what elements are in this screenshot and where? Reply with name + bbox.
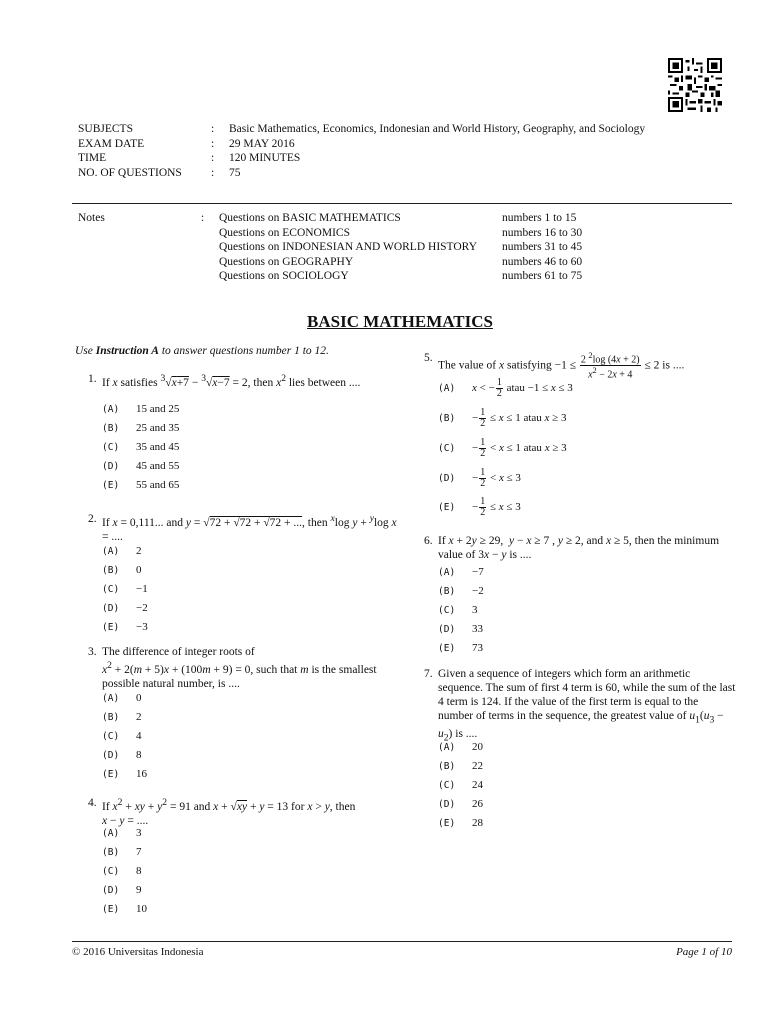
- option-4c[interactable]: (C) 8: [102, 865, 142, 877]
- option-1d[interactable]: (D) 45 and 55: [102, 460, 180, 472]
- option-6d[interactable]: (D) 33: [438, 623, 483, 635]
- question-6: 6. If x + 2y ≥ 29, y − x ≥ 7 , y ≥ 2, and x ≥ 5, then the minimum value of 3x − y is ....: [424, 534, 734, 562]
- instruction-text: Use Instruction A to answer questions number 1 to 12.: [75, 345, 329, 357]
- question-4: 4. If $x^2$ + xy + $y^2 = 91$ and x + √xy + y = 13 for x > y, then x − y = ....: [88, 796, 398, 828]
- question-7: 7. Given a sequence of integers which form an arithmetic sequence. The sum of first 4 term is 60, while the sum of the last 4 term is 124. If the value of the first term is equal to the number of terms in the sequence, the greatest value of $u_1(u_3 - u_2)$ is ....: [424, 668, 736, 744]
- page-number: Page 1 of 10: [676, 946, 732, 958]
- option-7e[interactable]: (E) 28: [438, 817, 483, 829]
- option-1c[interactable]: (C) 35 and 45: [102, 441, 180, 453]
- option-3a[interactable]: (A) 0: [102, 692, 142, 704]
- option-3c[interactable]: (C) 4: [102, 730, 142, 742]
- option-4d[interactable]: (D) 9: [102, 884, 142, 896]
- option-5c[interactable]: (C) − $\frac{1}{2}$ < x ≤ 1 atau x ≥ 3: [438, 437, 567, 459]
- option-5a[interactable]: (A) x < − $\frac{1}{2}$ atau −1 ≤ x ≤ 3: [438, 377, 573, 399]
- notes-label: Notes: [78, 212, 105, 224]
- option-3d[interactable]: (D) 8: [102, 749, 142, 761]
- option-6b[interactable]: (B) −2: [438, 585, 484, 597]
- option-2a[interactable]: (A) 2: [102, 545, 142, 557]
- question-7-text: Given a sequence of integers which form an arithmetic sequence. The sum of first 4 term is 60, while the sum of the last 4 term is 124. If the value of the first term is equal to the number of terms in the sequence, the greatest value of $u_1(u_3 - u_2)$ is ....: [438, 668, 736, 744]
- option-4a[interactable]: (A) 3: [102, 827, 142, 839]
- option-7a[interactable]: (A) 20: [438, 741, 483, 753]
- option-1b[interactable]: (B) 25 and 35: [102, 422, 180, 434]
- option-1e[interactable]: (E) 55 and 65: [102, 479, 180, 491]
- question-5: 5. The value of x satisfying −1 ≤ $\frac{2 ^2\log (4x + 2)}{x^2 - 2x + 4}$ ≤ 2 is ....: [424, 351, 744, 381]
- option-5e[interactable]: (E) − $\frac{1}{2}$ ≤ x ≤ 3: [438, 496, 521, 518]
- option-6e[interactable]: (E) 73: [438, 642, 483, 654]
- option-1a[interactable]: (A) 15 and 25: [102, 403, 180, 415]
- question-5-text: The value of x satisfying −1 ≤ $\frac{2 ^2\log (4x + 2)}{x^2 - 2x + 4}$ ≤ 2 is ....: [438, 351, 685, 381]
- option-4e[interactable]: (E) 10: [102, 903, 147, 915]
- option-2e[interactable]: (E) −3: [102, 621, 148, 633]
- question-1: 1. If x satisfies $^3$√x+7 − $^3$√x−7 = 2, then $x^2$ lies between ....: [88, 372, 398, 390]
- qr-code: [668, 58, 722, 112]
- question-1-text: If x satisfies $^3$√x+7 − $^3$√x−7 = 2, then $x^2$ lies between ....: [102, 373, 361, 389]
- question-4-text: If $x^2$ + xy + $y^2 = 91$ and x + √xy + y = 13 for x > y, then x − y = ....: [102, 797, 356, 827]
- option-7c[interactable]: (C) 24: [438, 779, 483, 791]
- option-6c[interactable]: (C) 3: [438, 604, 478, 616]
- option-2d[interactable]: (D) −2: [102, 602, 148, 614]
- meta-exam-date: EXAM DATE : 29 MAY 2016: [78, 137, 295, 150]
- option-7b[interactable]: (B) 22: [438, 760, 483, 772]
- option-3b[interactable]: (B) 2: [102, 711, 142, 723]
- footer-divider: [72, 941, 732, 942]
- option-4b[interactable]: (B) 7: [102, 846, 142, 858]
- option-3e[interactable]: (E) 16: [102, 768, 147, 780]
- question-2-text: If x = 0,111... and y = √72 + √72 + √72 + ..., then $^x$log y + $^y$log x = ....: [102, 513, 397, 543]
- question-3: 3. The difference of integer roots of $x^2 + 2(m + 5)x + (100m + 9) = 0$, such that m is the smallest possible natural number, is ....: [88, 645, 398, 691]
- meta-time: TIME : 120 MINUTES: [78, 152, 301, 164]
- exam-meta: [78, 122, 645, 180]
- meta-question-count: NO. OF QUESTIONS : 75: [78, 166, 241, 179]
- question-3-text: The difference of integer roots of $x^2 + 2(m + 5)x + (100m + 9) = 0$, such that m is the smallest possible natural number, is ....: [102, 646, 377, 690]
- option-2b[interactable]: (B) 0: [102, 564, 142, 576]
- option-5b[interactable]: (B) − $\frac{1}{2}$ ≤ x ≤ 1 atau x ≥ 3: [438, 407, 567, 429]
- option-7d[interactable]: (D) 26: [438, 798, 483, 810]
- question-2: 2. If x = 0,111... and y = √72 + √72 + √72 + ..., then $^x$log y + $^y$log x = ....: [88, 513, 397, 543]
- header-divider: [72, 203, 732, 204]
- section-title: BASIC MATHEMATICS: [307, 312, 493, 331]
- meta-subjects: SUBJECTS : Basic Mathematics, Economics, Indonesian and World History, Geography, and Sociology: [78, 123, 646, 135]
- copyright-text: © 2016 Universitas Indonesia: [72, 946, 204, 958]
- notes-block: Notes : Questions on BASIC MATHEMATICS numbers 1 to 15 Questions on ECONOMICS numbers 16 to 30 Questions on INDONESIAN AND WORLD HISTORY numbers 31 to 45 Questions on GEOGRAPHY numbers 46 to 60 Questions on SOCIOLOGY numbers 61 to 75: [78, 212, 583, 282]
- option-5d[interactable]: (D) − $\frac{1}{2}$ < x ≤ 3: [438, 467, 521, 489]
- question-6-text: If x + 2y ≥ 29, y − x ≥ 7 , y ≥ 2, and x ≥ 5, then the minimum value of 3x − y is ....: [438, 535, 720, 561]
- option-2c[interactable]: (C) −1: [102, 583, 148, 595]
- option-6a[interactable]: (A) −7: [438, 566, 484, 578]
